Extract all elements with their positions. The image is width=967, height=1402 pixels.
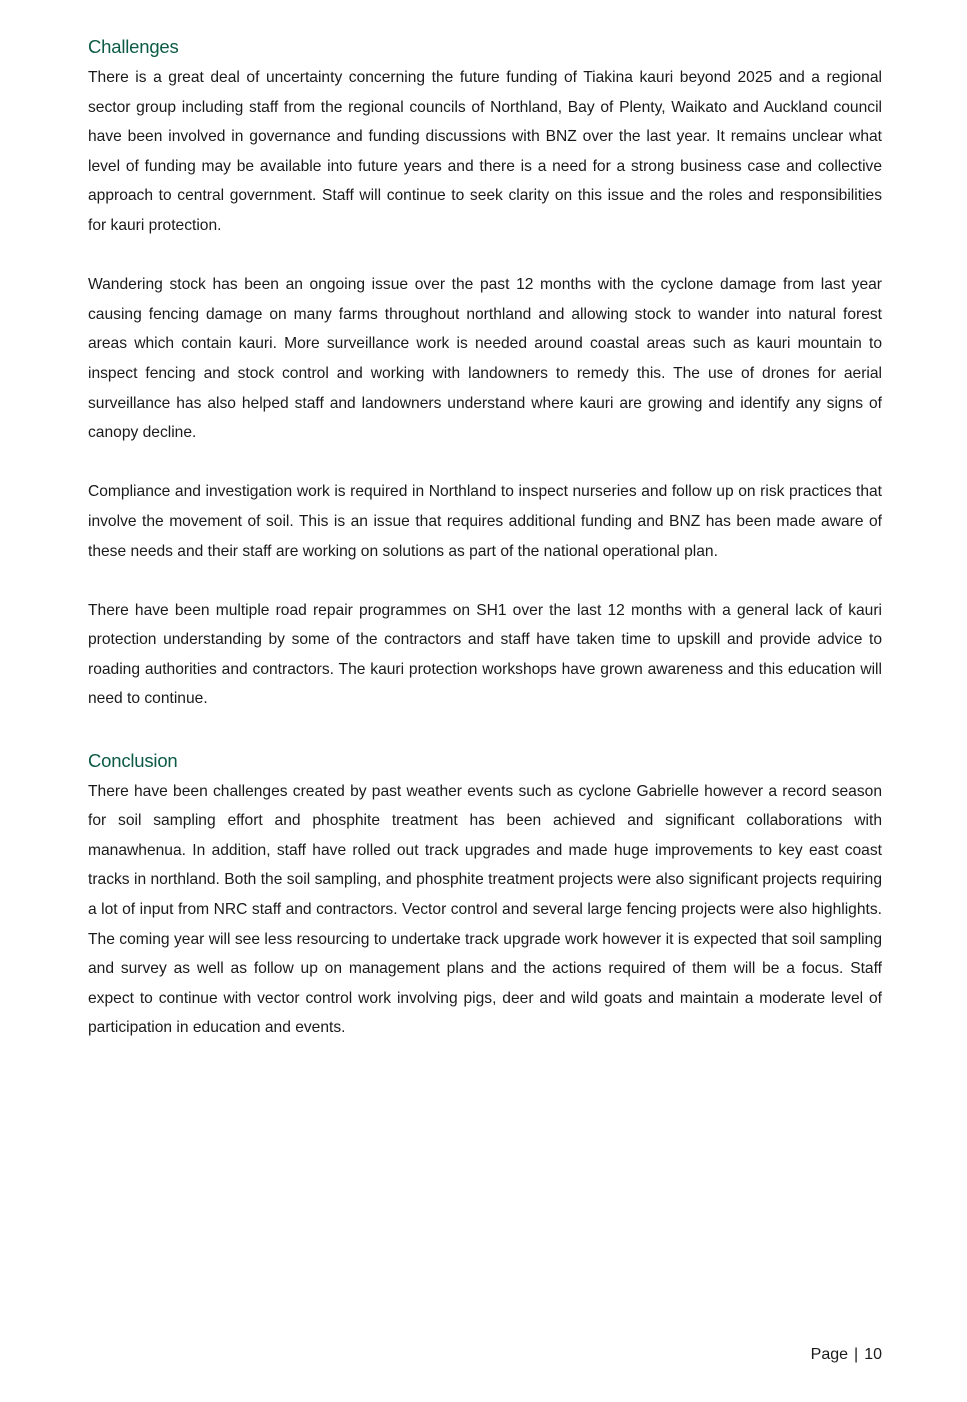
conclusion-heading: Conclusion [88, 749, 178, 771]
conclusion-paragraph-1: There have been challenges created by past weather events such as cyclone Gabrielle however a record season for soil sampling effort and phosphite treatment has been achieved and significant collaborations with manawhenua. In addition, staff have rolled out track upgrades and made huge improvements to key east coast tracks in northland. Both the soil sampling, and phosphite treatment projects were also significant projects requiring a lot of input from NRC staff and contractors. Vector control and several large fencing projects were also highlights. The coming year will see less resourcing to undertake track upgrade work however it is expected that soil sampling and survey as well as follow up on management plans and the actions required of them will be a focus. Staff expect to continue with vector control work involving pigs, deer and wild goats and maintain a moderate level of participation in education and events. [88, 782, 882, 1037]
page-separator: | [854, 1346, 859, 1363]
challenges-heading: Challenges [88, 36, 179, 57]
paragraph-spacer [88, 566, 882, 596]
page-label: Page [810, 1346, 849, 1363]
paragraph-spacer [88, 241, 882, 271]
page-footer [811, 1346, 882, 1364]
paragraph-spacer [88, 448, 882, 478]
document-page [88, 34, 882, 1043]
challenges-paragraph-3: Compliance and investigation work is required in Northland to inspect nurseries and follow up on risk practices that involve the movement of soil. This is an issue that requires additional funding and BNZ has been made aware of these needs and their staff are working on solutions as part of the national operational plan. [88, 483, 882, 560]
paragraph-spacer [88, 714, 882, 744]
challenges-paragraph-1: There is a great deal of uncertainty concerning the future funding of Tiakina kauri beyond 2025 and a regional sector group including staff from the regional councils of Northland, Bay of Plenty, Waikato and Auckland council have been involved in governance and funding discussions with BNZ over the last year. It remains unclear what level of funding may be available into future years and there is a need for a strong business case and collective approach to central government. Staff will continue to seek clarity on this issue and the roles and responsibilities for kauri protection. [88, 69, 882, 234]
challenges-paragraph-4: There have been multiple road repair programmes on SH1 over the last 12 months with a general lack of kauri protection understanding by some of the contractors and staff have taken time to upskill and provide advice to roading authorities and contractors. The kauri protection workshops have grown awareness and this education will need to continue. [88, 601, 882, 708]
page-number: 10 [864, 1346, 882, 1363]
challenges-paragraph-2: Wandering stock has been an ongoing issue over the past 12 months with the cyclone damage from last year causing fencing damage on many farms throughout northland and allowing stock to wander into natural forest areas which contain kauri. More surveillance work is needed around coastal areas such as kauri mountain to inspect fencing and stock control and working with landowners to remedy this. The use of drones for aerial surveillance has also helped staff and landowners understand where kauri are growing and identify any signs of canopy decline. [88, 276, 882, 442]
